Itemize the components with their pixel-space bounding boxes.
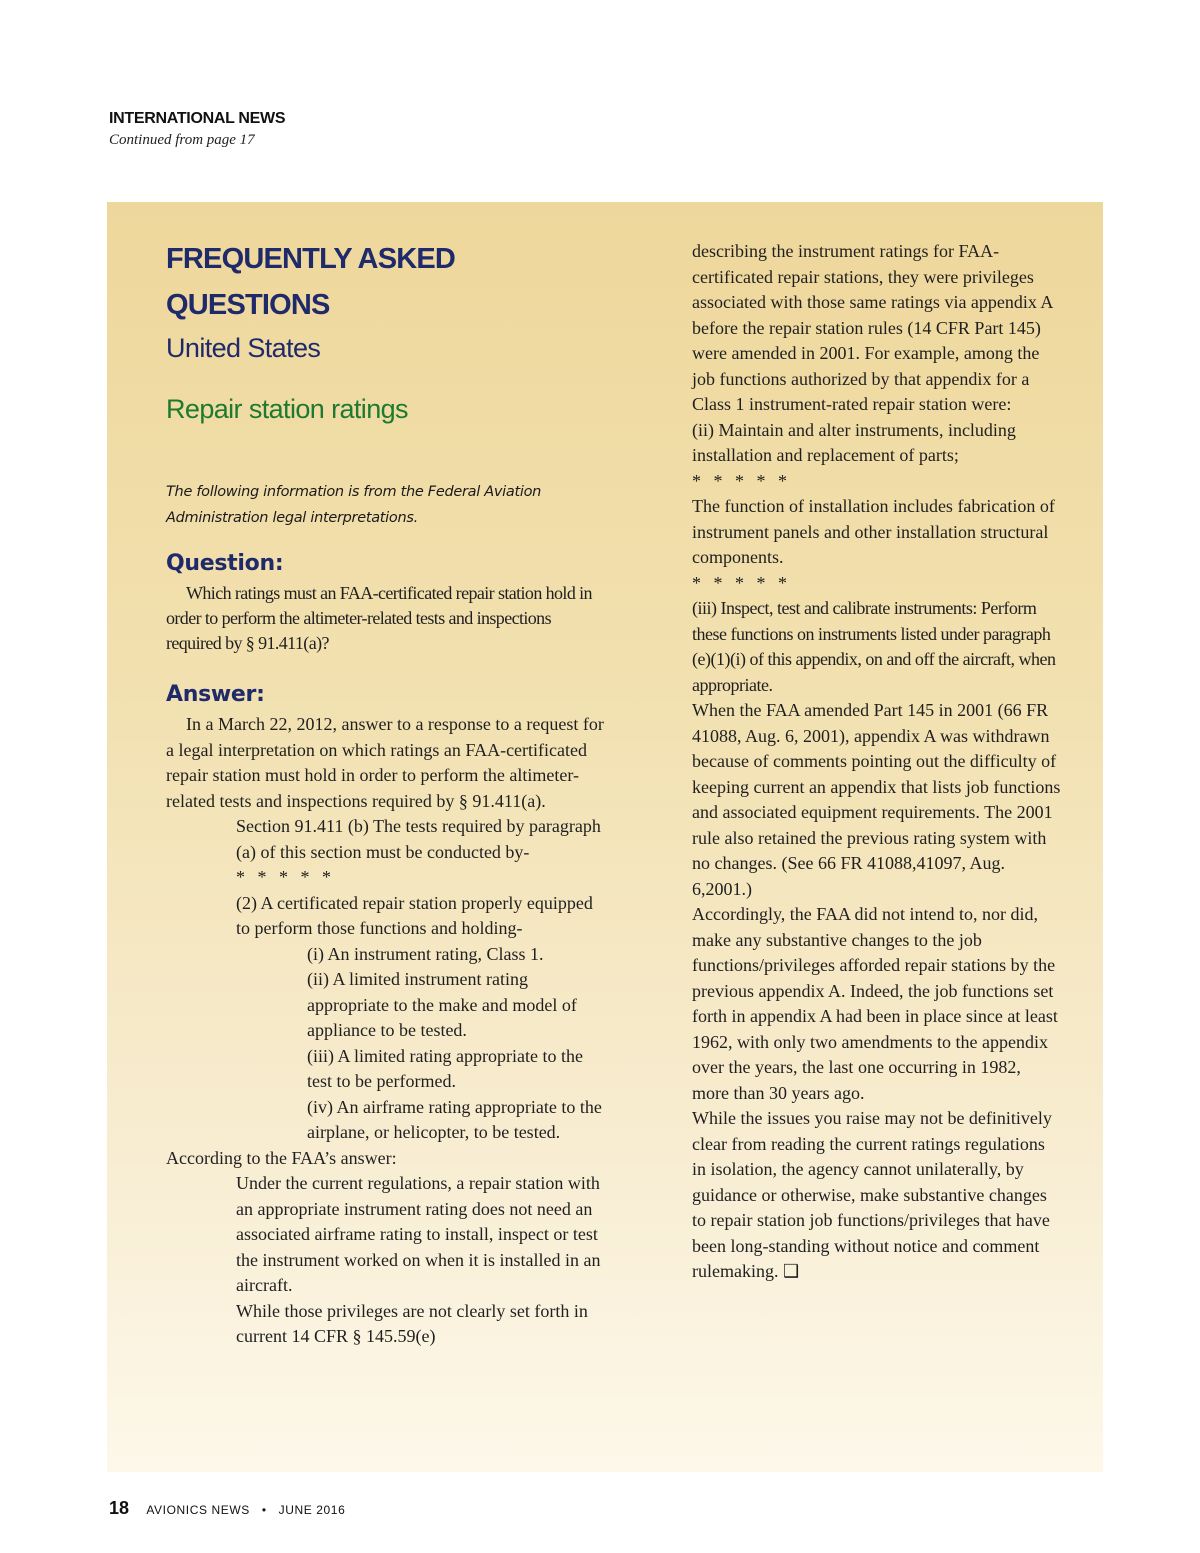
question-heading: Question: — [166, 551, 284, 576]
faa-answer-paragraph-2: While those privileges are not clearly set forth in current 14 CFR § 145.59(e) — [236, 1300, 588, 1346]
section-label: INTERNATIONAL NEWS — [109, 110, 286, 127]
right-stars-2: * * * * * — [692, 572, 791, 593]
left-column — [166, 236, 606, 1350]
quote-item-ii: (ii) A limited instrument rating appropriate to the make and model of appliance to be tested. — [307, 969, 577, 1040]
faq-title: FREQUENTLY ASKED QUESTIONS — [166, 243, 456, 321]
quote-item-i: (i) An instrument rating, Class 1. — [307, 943, 544, 964]
right-paragraph-3: The function of installation includes fabrication of instrument panels and other installation structural components. — [692, 496, 1055, 567]
right-paragraph-5: When the FAA amended Part 145 in 2001 (66 FR 41088, Aug. 6, 2001), appendix A was withdrawn because of comments pointing out the difficulty of keeping current an appendix that lists job functions and associated equipment requirements. The 2001 rule also retained the previous rating system with no changes. (See 66 FR 41088,41097, Aug. 6,2001.) — [692, 700, 1061, 899]
right-paragraph-7-text: While the issues you raise may not be definitively clear from reading the current ratings regulations in isolation, the agency cannot unilaterally, by guidance or otherwise, make substantive changes to repair station job functions/privileges that have been long-standing without notice and comment rulemaking. — [692, 1108, 1052, 1281]
quote-item-iv: (iv) An airframe rating appropriate to the airplane, or helicopter, to be tested. — [307, 1096, 602, 1142]
right-paragraph-4: (iii) Inspect, test and calibrate instruments: Perform these functions on instruments listed under paragraph (e)(1)(i) of this appendix, on and off the aircraft, when appropriate. — [692, 598, 1056, 695]
answer-heading: Answer: — [166, 682, 265, 707]
right-paragraph-6: Accordingly, the FAA did not intend to, nor did, make any substantive changes to the job functions/privileges afforded repair stations by the previous appendix A. Indeed, the job functions set forth in appendix A had been in place since at least 1962, with only two amendments to the appendix over the years, the last one occurring in 1982, more than 30 years ago. — [692, 904, 1058, 1103]
quote-item-2: (2) A certificated repair station properly equipped to perform those functions and holding- — [236, 892, 593, 938]
right-paragraph-2: (ii) Maintain and alter instruments, including installation and replacement of parts; — [692, 419, 1016, 465]
quote-item-iii: (iii) A limited rating appropriate to the test to be performed. — [307, 1045, 583, 1091]
question-text: Which ratings must an FAA-certificated repair station hold in order to perform the altimeter-related tests and inspections required by § 91.411(a)? — [166, 583, 592, 653]
intro-line-1: The following information is from the Federal Aviation — [166, 484, 542, 500]
faq-country: United States — [166, 333, 321, 363]
quote-section: Section 91.411 (b) The tests required by paragraph (a) of this section must be conducted by- — [236, 816, 601, 862]
quote-stars: * * * * * — [236, 867, 335, 887]
right-column — [692, 239, 1062, 1285]
intro-note — [166, 479, 606, 531]
right-paragraph-1: describing the instrument ratings for FAA-certificated repair stations, they were privileges associated with those same ratings via appendix A before the repair station rules (14 CFR Part 145) were amended in 2001. For example, among the job functions authorized by that appendix for a Class 1 instrument-rated repair station were: — [692, 241, 1053, 414]
faa-answer-paragraph-1: Under the current regulations, a repair station with an appropriate instrument rating does not need an associated airframe rating to install, inspect or test the instrument worked on when it is installed in an aircraft. — [236, 1173, 601, 1295]
page-number: 18 — [109, 1498, 130, 1518]
answer-intro: In a March 22, 2012, answer to a response to a request for a legal interpretation on which ratings an FAA-certificated repair station must hold in order to perform the altimeter-related tests and inspections required by § 91.411(a). — [166, 714, 604, 811]
publication-name: AVIONICS NEWS — [146, 1503, 250, 1517]
page-footer — [109, 1498, 345, 1519]
end-mark-icon: ❑ — [782, 1261, 800, 1281]
right-stars-1: * * * * * — [692, 470, 791, 491]
continued-note: Continued from page 17 — [109, 132, 255, 148]
according-line: According to the FAA’s answer: — [166, 1147, 397, 1168]
intro-line-2: Administration legal interpretations. — [166, 510, 418, 526]
right-paragraph-7 — [692, 1106, 1062, 1285]
faq-topic: Repair station ratings — [166, 394, 408, 424]
issue-date: JUNE 2016 — [278, 1503, 346, 1517]
footer-bullet: • — [261, 1503, 267, 1517]
